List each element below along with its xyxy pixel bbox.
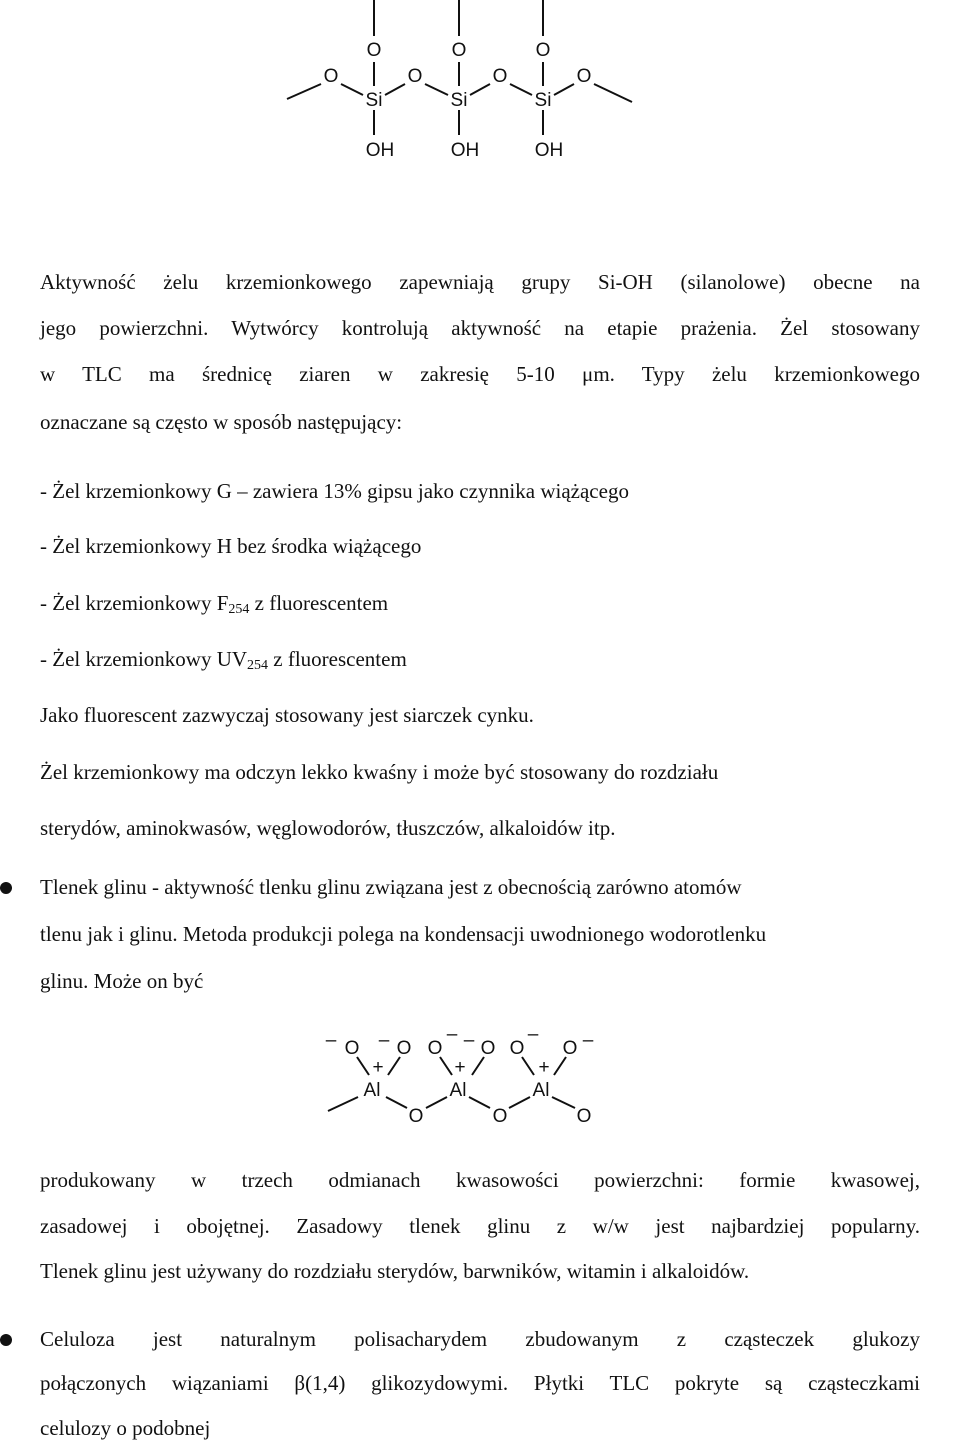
charge-plus: + xyxy=(454,1057,466,1078)
atom-o: O xyxy=(509,1038,525,1059)
paragraph-line: w TLC ma średnicę ziaren w zakresię 5-10 μm. Typy żelu krzemionkowego xyxy=(40,362,920,386)
paragraph-line: Aktywność żelu krzemionkowego zapewniają grupy Si-OH (silanolowe) obecne na xyxy=(40,270,920,294)
bond xyxy=(594,84,632,102)
atom-o: O xyxy=(366,40,382,61)
charge-minus: – xyxy=(463,1030,475,1051)
gel-type-uv254 xyxy=(40,645,920,673)
paragraph-line: Żel krzemionkowy ma odczyn lekko kwaśny i może być stosowany do rozdziału xyxy=(40,760,719,784)
gel-type-g: - Żel krzemionkowy G – zawiera 13% gipsu jako czynnika wiążącego xyxy=(40,479,629,503)
paragraph-line: glinu. Może on być xyxy=(40,969,204,993)
paragraph-line: zasadowej i obojętnej. Zasadowy tlenek glinu z w/w jest najbardziej popularny. xyxy=(40,1214,920,1238)
gel-type-subscript: 254 xyxy=(228,602,250,617)
bond xyxy=(386,1097,407,1108)
gel-type-label: - Żel krzemionkowy UV xyxy=(40,647,248,671)
atom-o: O xyxy=(427,1038,443,1059)
bond xyxy=(554,1057,566,1075)
paragraph-line: jego powierzchni. Wytwórcy kontrolują aktywność na etapie prażenia. Żel stosowany xyxy=(40,316,920,340)
bond xyxy=(554,84,574,95)
atom-o: O xyxy=(344,1038,360,1059)
bond xyxy=(287,84,321,99)
paragraph-line: tlenu jak i glinu. Metoda produkcji polega na kondensacji uwodnionego wodorotlenku xyxy=(40,922,767,946)
gel-type-label: - Żel krzemionkowy F xyxy=(40,591,229,615)
bond xyxy=(426,1097,447,1108)
atom-o: O xyxy=(451,40,467,61)
bond xyxy=(552,1097,575,1108)
charge-minus: – xyxy=(582,1030,594,1051)
atom-o: O xyxy=(407,66,423,87)
atom-o: O xyxy=(576,1106,592,1127)
bond xyxy=(341,84,363,95)
bond xyxy=(357,1057,369,1075)
paragraph-line: oznaczane są często w sposób następujący: xyxy=(40,410,403,434)
paragraph-line: połączonych wiązaniami β(1,4) glikozydowymi. Płytki TLC pokryte są cząsteczkami xyxy=(40,1371,920,1395)
bond xyxy=(470,84,490,95)
atom-o: O xyxy=(492,1106,508,1127)
list-bullet xyxy=(0,882,12,894)
atom-o: O xyxy=(396,1038,412,1059)
charge-minus: – xyxy=(446,1024,458,1045)
bond xyxy=(522,1057,534,1075)
charge-plus: + xyxy=(538,1057,550,1078)
atom-o: O xyxy=(492,66,508,87)
bond xyxy=(510,84,532,95)
paragraph-line: produkowany w trzech odmianach kwasowości powierzchni: formie kwasowej, xyxy=(40,1168,920,1192)
paragraph-line: sterydów, aminokwasów, węglowodorów, tłuszczów, alkaloidów itp. xyxy=(40,816,616,840)
charge-minus: – xyxy=(325,1030,337,1051)
bond xyxy=(328,1097,358,1111)
gel-type-suffix: z fluorescentem xyxy=(249,591,389,615)
atom-si: Si xyxy=(534,90,552,111)
charge-minus: – xyxy=(527,1024,539,1045)
paragraph-line: Tlenek glinu - aktywność tlenku glinu związana jest z obecnością zarówno atomów xyxy=(40,875,742,899)
charge-plus: + xyxy=(372,1057,384,1078)
gel-type-subscript: 254 xyxy=(247,658,269,673)
bond xyxy=(385,84,405,95)
atom-o: O xyxy=(480,1038,496,1059)
atom-al: Al xyxy=(532,1080,550,1101)
bond xyxy=(425,84,448,95)
atom-al: Al xyxy=(449,1080,467,1101)
atom-o: O xyxy=(562,1038,578,1059)
bond xyxy=(388,1057,400,1075)
charge-minus: – xyxy=(378,1030,390,1051)
paragraph-line: Tlenek glinu jest używany do rozdziału sterydów, barwników, witamin i alkaloidów. xyxy=(40,1259,750,1283)
paragraph-line: celulozy o podobnej xyxy=(40,1416,211,1440)
atom-o: O xyxy=(323,66,339,87)
gel-type-f254 xyxy=(40,589,920,617)
paragraph-line: Jako fluorescent zazwyczaj stosowany jest siarczek cynku. xyxy=(40,703,534,727)
bond xyxy=(509,1097,530,1108)
atom-oh: OH xyxy=(534,140,564,161)
atom-si: Si xyxy=(450,90,468,111)
bond xyxy=(440,1057,452,1075)
bond xyxy=(469,1097,490,1108)
atom-o: O xyxy=(576,66,592,87)
list-bullet xyxy=(0,1334,12,1346)
atom-o: O xyxy=(408,1106,424,1127)
atom-oh: OH xyxy=(450,140,480,161)
gel-type-suffix: z fluorescentem xyxy=(268,647,407,671)
silica-structure-diagram xyxy=(0,0,960,180)
paragraph-line: Celuloza jest naturalnym polisacharydem zbudowanym z cząsteczek glukozy xyxy=(40,1327,920,1351)
atom-si: Si xyxy=(365,90,383,111)
gel-type-h: - Żel krzemionkowy H bez środka wiążącego xyxy=(40,534,422,558)
bond xyxy=(472,1057,484,1075)
atom-al: Al xyxy=(363,1080,381,1101)
atom-oh: OH xyxy=(365,140,395,161)
atom-o: O xyxy=(535,40,551,61)
